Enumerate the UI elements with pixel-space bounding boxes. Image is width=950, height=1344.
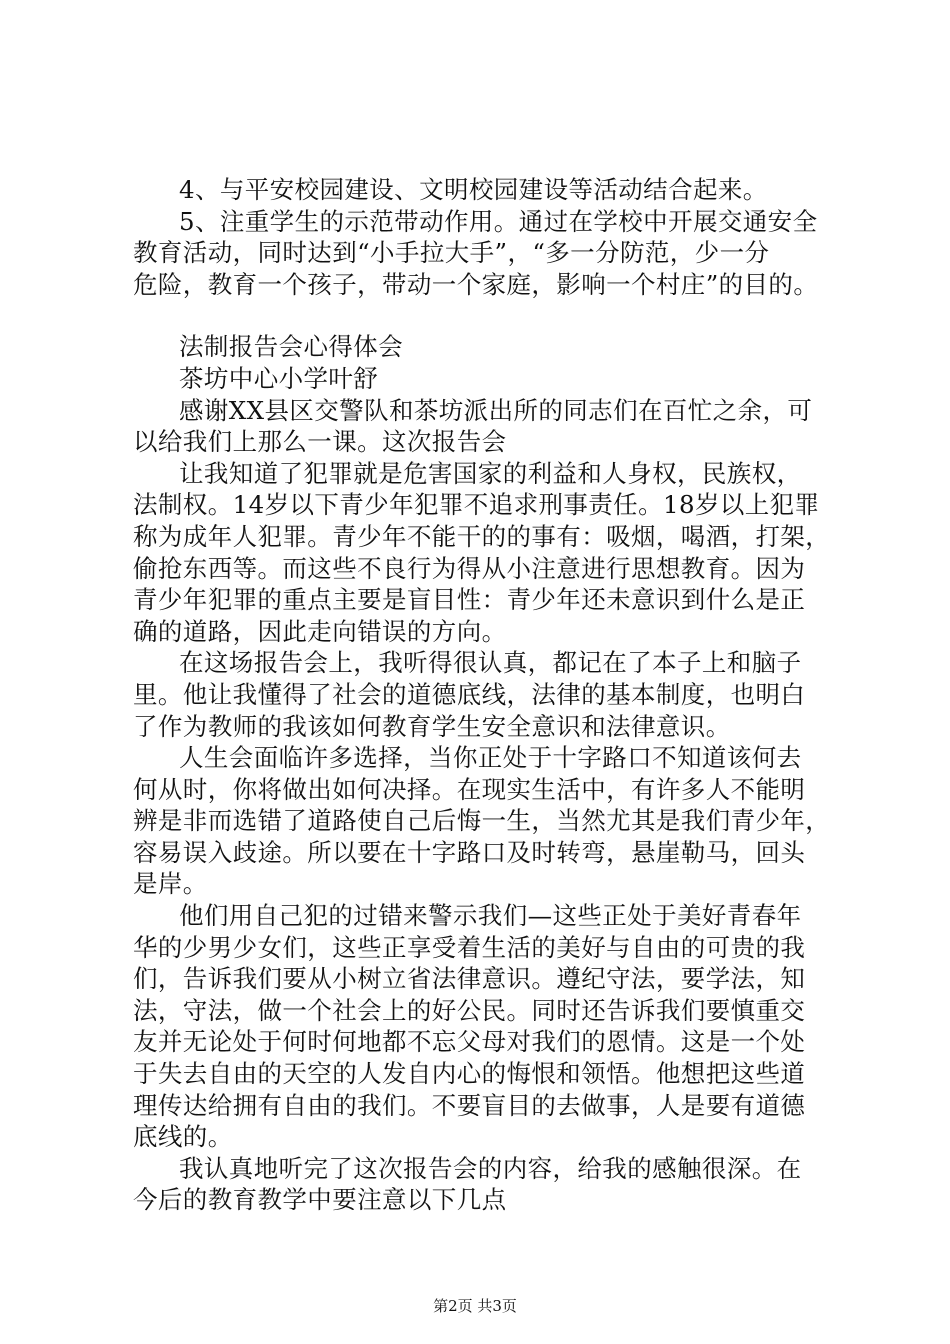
paragraph-line: 里。他让我懂得了社会的道德底线，法律的基本制度，也明白	[133, 679, 806, 709]
paragraph-line: 让我知道了犯罪就是危害国家的利益和人身权，民族权，	[179, 458, 802, 488]
author-line: 茶坊中心小学叶舒	[179, 363, 379, 393]
paragraph-line: 法制权。14岁以下青少年犯罪不追求刑事责任。18岁以上犯罪	[133, 490, 820, 520]
paragraph-line: 今后的教育教学中要注意以下几点	[133, 1185, 507, 1215]
paragraph-line: 们，告诉我们要从小树立省法律意识。遵纪守法，要学法，知	[133, 964, 806, 994]
paragraph-line: 辨是非而选错了道路使自己后悔一生，当然尤其是我们青少年，	[133, 806, 831, 836]
paragraph-line: 偷抢东西等。而这些不良行为得从小注意进行思想教育。因为	[133, 553, 806, 583]
paragraph-line: 青少年犯罪的重点主要是盲目性：青少年还未意识到什么是正	[133, 585, 806, 615]
paragraph-line: 华的少男少女们，这些正享受着生活的美好与自由的可贵的我	[133, 932, 806, 962]
document-body	[133, 174, 833, 1216]
page-number-footer: 第2页 共3页	[433, 1297, 517, 1315]
paragraph-line: 以给我们上那么一课。这次报告会	[133, 427, 507, 457]
paragraph-line: 友并无论处于何时何地都不忘父母对我们的恩情。这是一个处	[133, 1027, 806, 1057]
paragraph-line: 了作为教师的我该如何教育学生安全意识和法律意识。	[133, 711, 731, 741]
list-item: 5、注重学生的示范带动作用。通过在学校中开展交通安全	[179, 206, 818, 236]
paragraph-line: 容易误入歧途。所以要在十字路口及时转弯，悬崖勒马，回头	[133, 837, 806, 867]
paragraph-line: 称为成年人犯罪。青少年不能干的的事有：吸烟，喝酒，打架，	[133, 521, 831, 551]
paragraph-line: 法，守法，做一个社会上的好公民。同时还告诉我们要慎重交	[133, 995, 806, 1025]
paragraph-line: 确的道路，因此走向错误的方向。	[133, 616, 507, 646]
paragraph-line: 在这场报告会上，我听得很认真，都记在了本子上和脑子	[179, 648, 802, 678]
paragraph-line: 人生会面临许多选择，当你正处于十字路口不知道该何去	[179, 743, 802, 773]
paragraph-line: 理传达给拥有自由的我们。不要盲目的去做事，人是要有道德	[133, 1090, 806, 1120]
paragraph-line: 何从时，你将做出如何决择。在现实生活中，有许多人不能明	[133, 774, 806, 804]
paragraph-line: 是岸。	[133, 869, 208, 899]
paragraph-line: 教育活动，同时达到“小手拉大手”，“多一分防范，少一分	[133, 238, 770, 268]
paragraph-line: 危险，教育一个孩子，带动一个家庭，影响一个村庄”的目的。	[133, 269, 819, 299]
list-item: 4、与平安校园建设、文明校园建设等活动结合起来。	[179, 175, 768, 204]
paragraph-line: 底线的。	[133, 1122, 233, 1152]
section-title: 法制报告会心得体会	[179, 332, 404, 362]
paragraph-line: 我认真地听完了这次报告会的内容，给我的感触很深。在	[179, 1153, 802, 1183]
paragraph-line: 感谢XX县区交警队和茶坊派出所的同志们在百忙之余，可	[179, 395, 813, 425]
section-gap	[133, 300, 833, 331]
paragraph-line: 于失去自由的天空的人发自内心的悔恨和领悟。他想把这些道	[133, 1059, 806, 1089]
paragraph-line: 他们用自己犯的过错来警示我们—这些正处于美好青春年	[179, 901, 802, 931]
